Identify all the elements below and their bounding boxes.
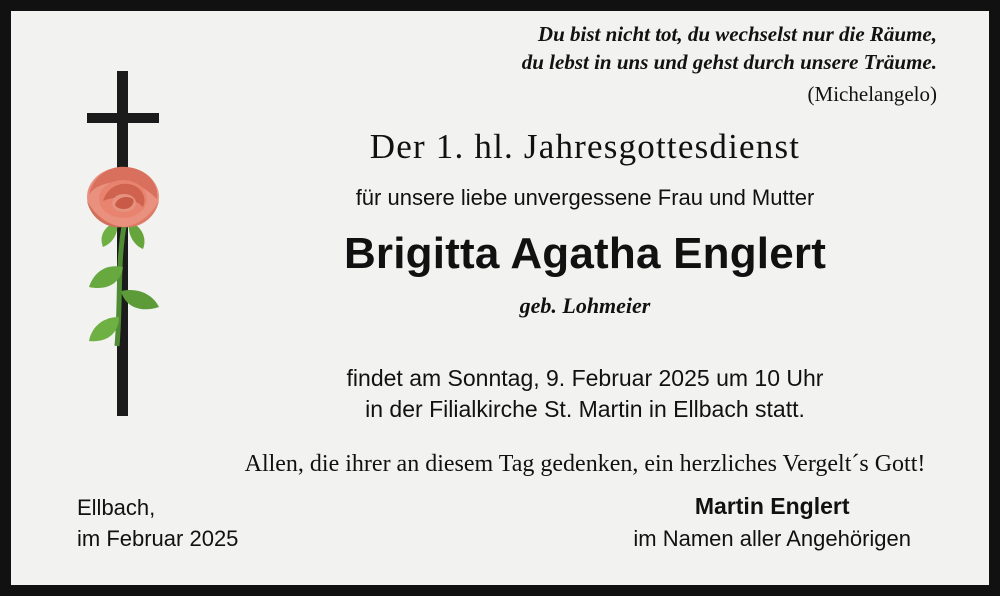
rose-leaf-lower [89, 317, 119, 341]
quote-block [522, 21, 937, 109]
service-subline: für unsere liebe unvergessene Frau und Mutter [355, 185, 815, 211]
cross-rose-motif [73, 71, 203, 416]
footer-place: Ellbach, [77, 494, 156, 520]
footer-date: im Februar 2025 [77, 525, 239, 551]
quote-line-2: du lebst in uns und gehst durch unsere Träume. [521, 49, 937, 74]
deceased-born-name: geb. Lohmeier [519, 293, 651, 319]
quote-author: (Michelangelo) [807, 81, 937, 106]
service-headline: Der 1. hl. Jahresgottesdienst [369, 127, 801, 166]
event-details [211, 363, 959, 425]
footer-signature [633, 490, 911, 554]
deceased-name: Brigitta Agatha Englert [343, 229, 827, 279]
event-line-2: in der Filialkirche St. Martin in Ellbach statt. [365, 396, 805, 423]
notice-inner [11, 11, 989, 585]
main-text-block [211, 127, 959, 478]
thanks-line: Allen, die ihrer an diesem Tag gedenken, ein herzliches Vergelt´s Gott! [244, 451, 926, 478]
signature-name: Martin Englert [694, 493, 850, 520]
event-line-1: findet am Sonntag, 9. Februar 2025 um 10 Uhr [346, 365, 824, 392]
signature-role: im Namen aller Angehörigen [633, 525, 911, 551]
rose-icon [87, 167, 159, 228]
footer-place-date [77, 492, 238, 554]
quote-line-1: Du bist nicht tot, du wechselst nur die Räume, [537, 22, 937, 46]
